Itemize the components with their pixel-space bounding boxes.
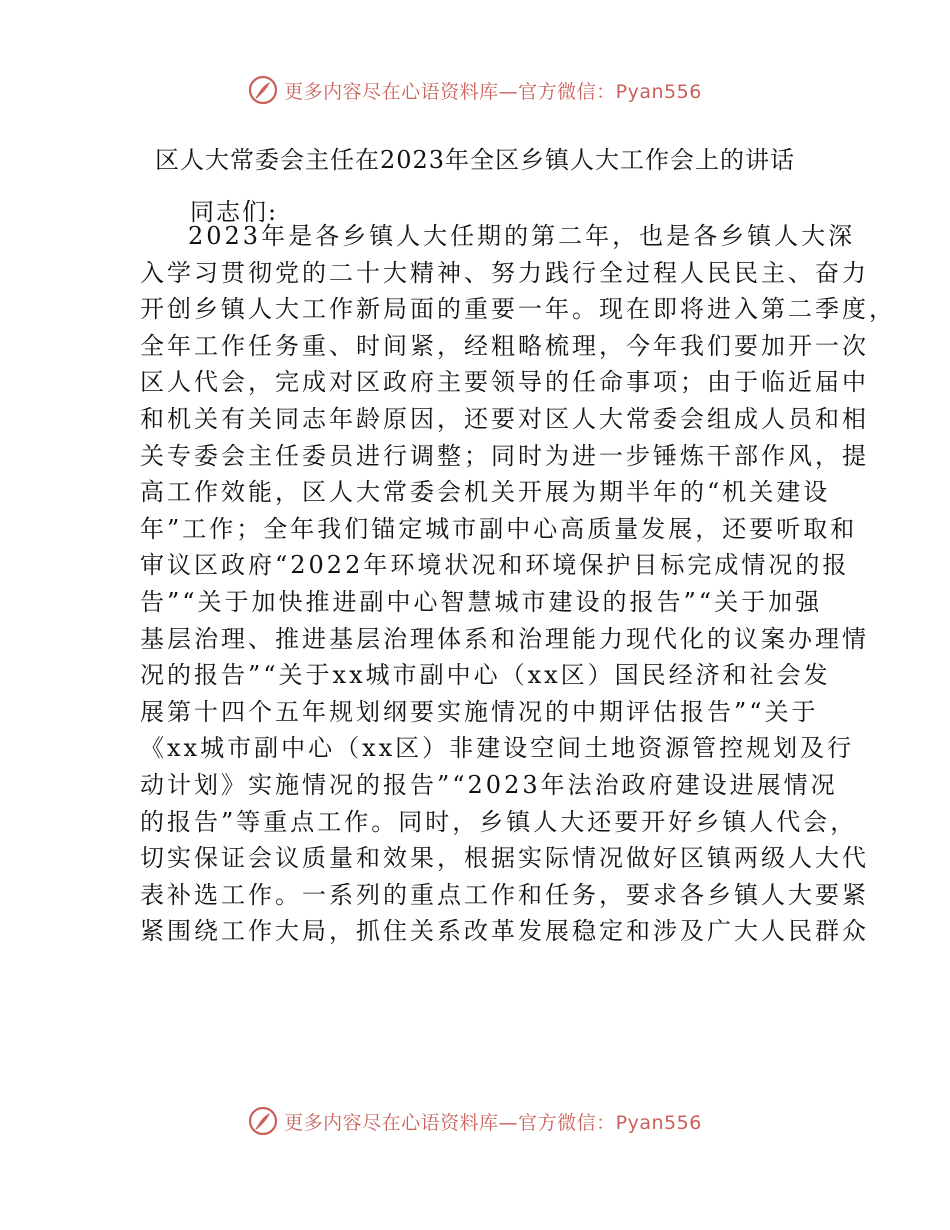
watermark-text: 更多内容尽在心语资料库—官方微信：Pyan556: [284, 80, 702, 103]
text-line: 紧围绕工作大局，抓住关系改革发展稳定和涉及广大人民群众: [140, 917, 869, 946]
quill-logo-icon: [248, 75, 278, 105]
text-line: 高工作效能，区人大常委会机关开展为期半年的“机关建设: [140, 478, 831, 507]
text-line: 动计划》实施情况的报告”“2023年法治政府建设进展情况: [140, 770, 838, 799]
text-line: 审议区政府“2022年环境状况和环境保护目标完成情况的报: [140, 551, 850, 580]
text-line: 全年工作任务重、时间紧，经粗略梳理，今年我们要加开一次: [140, 331, 869, 360]
text-line: 2023年是各乡镇人大任期的第二年，也是各乡镇人大深: [188, 222, 856, 250]
text-line: 的报告”等重点工作。同时，乡镇人大还要开好乡镇人代会，: [140, 807, 858, 836]
text-line: 告”“关于加快推进副中心智慧城市建设的报告”“关于加强: [140, 587, 823, 616]
watermark-banner-top: [0, 72, 950, 108]
text-line: 况的报告”“关于xx城市副中心（xx区）国民经济和社会发: [140, 661, 831, 690]
quill-logo-icon: [248, 1106, 278, 1136]
text-line: 和机关有关同志年龄原因，还要对区人大常委会组成人员和相: [140, 404, 869, 433]
text-line: 基层治理、推进基层治理体系和治理能力现代化的议案办理情: [140, 624, 869, 653]
text-line: 切实保证会议质量和效果，根据实际情况做好区镇两级人大代: [140, 844, 869, 873]
body-paragraph: [140, 218, 896, 950]
text-line: 开创乡镇人大工作新局面的重要一年。现在即将进入第二季度，: [140, 295, 896, 324]
watermark-text: 更多内容尽在心语资料库—官方微信：Pyan556: [284, 1111, 702, 1134]
text-line: 表补选工作。一系列的重点工作和任务，要求各乡镇人大要紧: [140, 880, 869, 909]
text-line: 展第十四个五年规划纲要实施情况的中期评估报告”“关于: [140, 697, 819, 726]
watermark-banner-bottom: [0, 1103, 950, 1139]
text-line: 《xx城市副中心（xx区）非建设空间土地资源管控规划及行: [140, 734, 855, 763]
text-line: 入学习贯彻党的二十大精神、努力践行全过程人民民主、奋力: [140, 258, 869, 287]
greeting: 同志们:: [190, 198, 279, 226]
text-line: 区人代会，完成对区政府主要领导的任命事项；由于临近届中: [140, 368, 869, 397]
text-line: 年”工作；全年我们锚定城市副中心高质量发展，还要听取和: [140, 514, 858, 543]
document-title: 区人大常委会主任在2023年全区乡镇人大工作会上的讲话: [154, 146, 796, 174]
text-line: 关专委会主任委员进行调整；同时为进一步锤炼干部作风，提: [140, 441, 869, 470]
